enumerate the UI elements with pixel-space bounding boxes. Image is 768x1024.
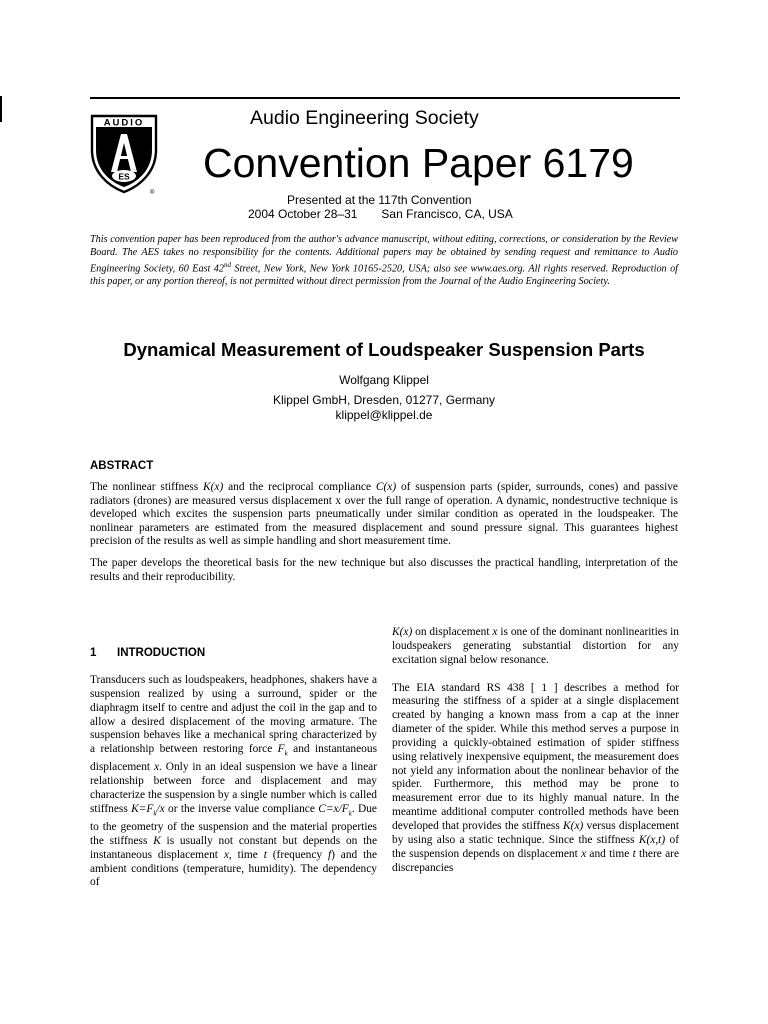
intro-text: . Due to the geometry of the suspension and the material properties the stiffness	[90, 802, 377, 847]
var-f-frequency: f	[327, 848, 332, 861]
var-x: x	[153, 761, 160, 774]
equation-compliance: C=x/F	[318, 802, 349, 815]
notice-text-2: Street, New York, New York 10165-2520, USA; also see www.aes.org. All rights reserved. Reproduction of this paper, or any portion thereof, is not permitted without direct permission from the Journal of the Audio Engineering Society.	[90, 263, 678, 288]
abstract-body	[90, 481, 678, 592]
intro-left-column	[90, 674, 377, 890]
author-affiliation	[0, 393, 768, 423]
intro-paragraph-1	[90, 674, 377, 890]
var-sub: k	[348, 809, 352, 818]
presented-at: Presented at the 117th Convention	[287, 193, 472, 207]
convention-date-location	[248, 207, 513, 221]
var-sub: k	[153, 809, 157, 818]
var-x: x	[223, 848, 229, 861]
intro-text: is one of the dominant nonlinearities in loudspeakers generating substantial distortion for any excitation signal below resonance.	[392, 626, 679, 666]
convention-date: 2004 October 28–31	[248, 207, 358, 221]
author-name: Wolfgang Klippel	[339, 373, 429, 387]
var-x: x	[581, 847, 587, 860]
intro-text: (frequency	[266, 848, 328, 861]
intro-paragraph-3	[392, 682, 679, 876]
abstract-heading: ABSTRACT	[90, 460, 154, 472]
intro-text: and time	[586, 847, 633, 860]
notice-text-1: This convention paper has been reproduced from the author's advance manuscript, without editing, corrections, or consideration by the Review Board. The AES takes no responsibility for the contents. Additional papers may be obtained by sending request and remittance to Audio Engineering Society, 60 East 42	[90, 234, 678, 275]
author-email: klippel@klippel.de	[335, 408, 433, 422]
abstract-paragraph-2: The paper develops the theoretical basis for the new technique but also discusses the practical handling, interpretation of the results and their reproducibility.	[90, 556, 678, 583]
intro-right-column	[392, 626, 679, 889]
section-number: 1	[90, 647, 97, 659]
section-heading-introduction	[90, 647, 205, 659]
page-edge-mark	[0, 96, 2, 122]
var-t: t	[263, 848, 267, 861]
intro-text: The EIA standard RS 438 [ 1 ] describes a method for measuring the stiffness of a spider at a single displacement created by hanging a known mass from a cap at the inner diameter of the spider. While this method serves a purpose in providing a quickly-obtained estimation of spider stiffness using relatively inexpensive equipment, the measurement does not yield any information about the nonlinear behavior of the spider. Furthermore, this method may be prone to measurement error due to its highly manual nature. In the meantime additional computer controlled methods have been developed that provides the stiffness	[392, 681, 679, 832]
abstract-paragraph-1	[90, 481, 678, 549]
aes-logo-icon	[88, 110, 160, 196]
registered-mark: ®	[150, 190, 155, 196]
convention-paper-title: Convention Paper 6179	[203, 140, 634, 186]
intro-text: is usually not constant but depends on the instantaneous displacement	[90, 834, 377, 861]
convention-location: San Francisco, CA, USA	[381, 207, 513, 221]
equation-stiffness-end: /x	[156, 802, 165, 815]
intro-text: ) and the ambient conditions (temperature, humidity). The dependency of	[90, 848, 378, 889]
intro-paragraph-2	[392, 626, 679, 668]
intro-text: or the inverse value compliance	[164, 802, 319, 815]
var-x: x	[492, 626, 498, 638]
paper-title: Dynamical Measurement of Loudspeaker Suspension Parts	[123, 339, 645, 360]
intro-text: . Only in an ideal suspension we have a linear relationship between force and displacement and may characterize the suspension by a single number which is called stiffness	[90, 761, 377, 815]
abstract-text: The nonlinear stiffness	[90, 481, 204, 493]
intro-text: and instantaneous displacement	[90, 743, 377, 774]
var-t: t	[632, 847, 636, 860]
society-name: Audio Engineering Society	[250, 107, 479, 129]
reproduction-notice	[90, 234, 678, 289]
intro-text: there are discrepancies	[392, 847, 679, 874]
section-title: INTRODUCTION	[117, 647, 206, 659]
affiliation-line: Klippel GmbH, Dresden, 01277, Germany	[272, 393, 496, 407]
intro-text: on displacement	[412, 626, 493, 638]
var-f: F	[277, 743, 285, 756]
var-kxt: K(x,t)	[638, 833, 666, 846]
intro-text: of the suspension depends on displacement	[392, 833, 679, 860]
abstract-var-kx: K(x)	[203, 481, 224, 493]
abstract-text: of suspension parts (spider, surrounds, cones) and passive radiators (drones) are measured versus displacement x over the full range of operation. A dynamic, nondestructive technique is developed which excites the suspension parts pneumatically under similar condition as operated in the loudspeaker. The nonlinear parameters are estimated from the measured displacement and sound pressure signal. This guarantees highest precision of the results as well as simple handling and short measurement time.	[90, 481, 678, 548]
abstract-text: and the reciprocal compliance	[223, 481, 376, 493]
abstract-var-cx: C(x)	[375, 481, 397, 493]
var-kx: K(x)	[392, 626, 413, 638]
equation-stiffness: K=F	[131, 802, 154, 815]
header-rule	[90, 97, 680, 99]
intro-text: Transducers such as loudspeakers, headphones, shakers have a suspension realized by using a surround, spider or the diaphragm itself to centre and adjust the coil in the gap and to allow a desired displacement of the moving armature. The suspension behaves like a mechanical spring characterized by a relationship between restoring force	[90, 674, 377, 756]
logo-bottom-text: ES	[118, 171, 130, 182]
notice-superscript: nd	[223, 261, 231, 270]
intro-text: , time	[228, 848, 264, 861]
var-sub: k	[284, 749, 288, 758]
var-k: K	[153, 834, 161, 847]
logo-top-text: AUDIO	[103, 117, 145, 129]
intro-text: versus displacement by using also a static technique. Since the stiffness	[392, 819, 679, 846]
var-kx: K(x)	[563, 819, 584, 832]
